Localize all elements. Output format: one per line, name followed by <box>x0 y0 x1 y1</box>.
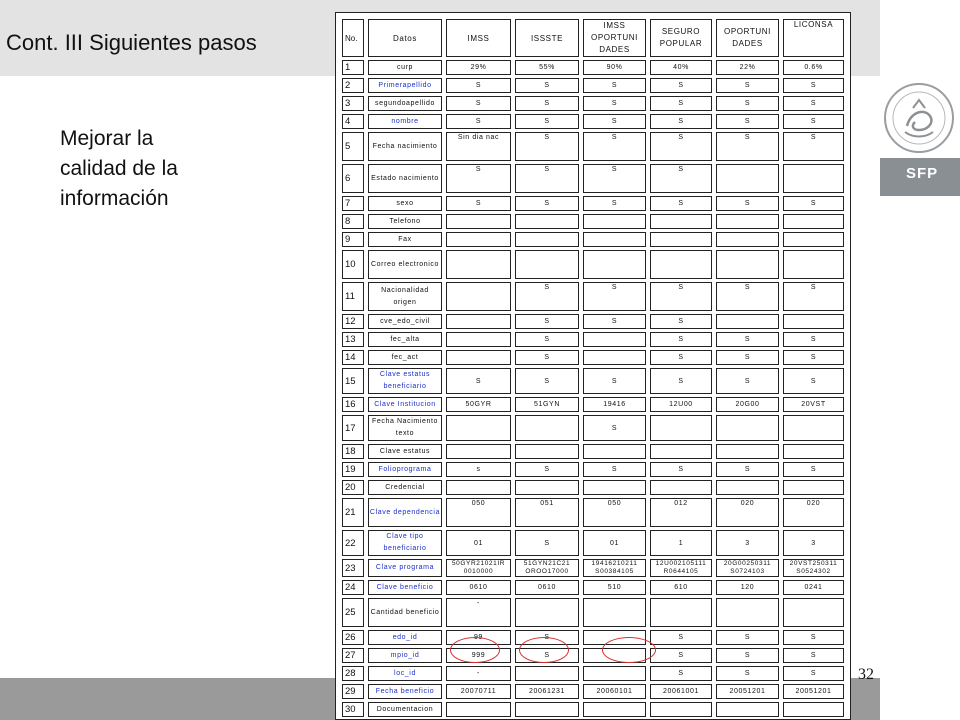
table-cell: S <box>716 78 779 93</box>
header-imss-oportunidades: IMSS OPORTUNI DADES <box>583 19 646 57</box>
row-field-name: Cantidad beneficio <box>368 598 442 627</box>
table-cell: 20G00250311 S0724103 <box>716 559 779 577</box>
table-cell <box>515 702 579 717</box>
header-oportunidades: OPORTUNI DADES <box>716 19 779 57</box>
row-field-name: segundoapellido <box>368 96 442 111</box>
header-issste: ISSSTE <box>515 19 579 57</box>
table-cell: S <box>716 332 779 347</box>
row-number: 14 <box>342 350 364 365</box>
slide-title: Cont. III Siguientes pasos <box>6 30 257 55</box>
table-cell: S <box>783 132 844 161</box>
table-cell <box>446 250 511 279</box>
table-cell: 3 <box>783 530 844 556</box>
row-number: 10 <box>342 250 364 279</box>
row-field-name: Fecha Nacimiento texto <box>368 415 442 441</box>
table-cell: S <box>716 350 779 365</box>
page-number: 32 <box>858 666 874 683</box>
row-number: 25 <box>342 598 364 627</box>
table-cell: S <box>515 282 579 311</box>
table-cell: S <box>650 96 712 111</box>
table-cell: S <box>783 332 844 347</box>
table-cell: 99 <box>446 630 511 645</box>
table-cell: 0241 <box>783 580 844 595</box>
table-cell: - <box>446 666 511 681</box>
slide-subtitle <box>60 124 300 214</box>
table-cell <box>446 415 511 441</box>
table-cell <box>650 214 712 229</box>
table-cell: S <box>583 462 646 477</box>
table-cell <box>583 214 646 229</box>
row-field-name: Clave beneficio <box>368 580 442 595</box>
table-cell: 40% <box>650 60 712 75</box>
table-cell: S <box>446 78 511 93</box>
table-cell: 22% <box>716 60 779 75</box>
table-cell: 20G00 <box>716 397 779 412</box>
header-no: No. <box>342 19 364 57</box>
table-cell: S <box>650 630 712 645</box>
table-cell: S <box>446 164 511 193</box>
table-cell: 20051201 <box>716 684 779 699</box>
table-cell <box>446 702 511 717</box>
table-cell <box>783 250 844 279</box>
table-cell <box>515 214 579 229</box>
table-cell: 610 <box>650 580 712 595</box>
row-number: 21 <box>342 498 364 527</box>
table-cell: S <box>515 462 579 477</box>
table-cell: S <box>583 282 646 311</box>
row-field-name: Clave tipo beneficiario <box>368 530 442 556</box>
highlight-circle <box>602 637 656 663</box>
row-field-name: Clave programa <box>368 559 442 577</box>
table-row <box>342 702 844 717</box>
table-cell: S <box>783 282 844 311</box>
table-cell <box>650 598 712 627</box>
row-number: 30 <box>342 702 364 717</box>
row-field-name: Correo electronico <box>368 250 442 279</box>
table-row <box>342 580 844 595</box>
table-cell: S <box>783 666 844 681</box>
table-cell: 12U00 <box>650 397 712 412</box>
table-cell: S <box>650 462 712 477</box>
table-cell <box>716 598 779 627</box>
table-cell: 20061231 <box>515 684 579 699</box>
table-cell: 1 <box>650 530 712 556</box>
table-cell <box>515 480 579 495</box>
table-row <box>342 444 844 459</box>
table-cell: S <box>515 78 579 93</box>
table-cell <box>446 350 511 365</box>
table-cell: 0610 <box>515 580 579 595</box>
table-cell: S <box>515 196 579 211</box>
table-cell: 0.6% <box>783 60 844 75</box>
row-field-name: Folioprograma <box>368 462 442 477</box>
table-cell: S <box>515 96 579 111</box>
table-cell: S <box>716 132 779 161</box>
row-field-name: fec_alta <box>368 332 442 347</box>
table-cell <box>515 250 579 279</box>
row-number: 5 <box>342 132 364 161</box>
subtitle-line-2: calidad de la <box>60 157 178 180</box>
table-cell: S <box>515 648 579 663</box>
table-cell: 020 <box>716 498 779 527</box>
table-cell <box>515 444 579 459</box>
table-cell: 50GYR <box>446 397 511 412</box>
table-cell: S <box>583 132 646 161</box>
table-row <box>342 60 844 75</box>
table-cell <box>446 332 511 347</box>
table-cell: S <box>716 368 779 394</box>
table-cell <box>446 282 511 311</box>
table-row <box>342 78 844 93</box>
table-cell <box>650 415 712 441</box>
header-seguro-popular: SEGURO POPULAR <box>650 19 712 57</box>
table-row <box>342 164 844 193</box>
table-cell: S <box>650 350 712 365</box>
table-cell: 020 <box>783 498 844 527</box>
table-cell <box>716 250 779 279</box>
table-cell: S <box>583 164 646 193</box>
row-field-name: Primerapellido <box>368 78 442 93</box>
table-cell <box>783 480 844 495</box>
table-row <box>342 114 844 129</box>
row-field-name: Clave dependencia <box>368 498 442 527</box>
row-field-name: Documentacion <box>368 702 442 717</box>
table-cell: 20051201 <box>783 684 844 699</box>
table-cell: S <box>583 314 646 329</box>
table-cell: S <box>515 132 579 161</box>
table-cell: 51GYN21C21 OROO17000 <box>515 559 579 577</box>
row-field-name: Telefono <box>368 214 442 229</box>
row-field-name: Fax <box>368 232 442 247</box>
row-field-name: Nacionalidad origen <box>368 282 442 311</box>
table-cell: S <box>650 666 712 681</box>
table-row <box>342 96 844 111</box>
table-row <box>342 559 844 577</box>
table-cell: S <box>716 648 779 663</box>
sfp-logo-text: SFP <box>906 165 939 182</box>
table-cell <box>515 666 579 681</box>
row-number: 17 <box>342 415 364 441</box>
row-field-name: edo_id <box>368 630 442 645</box>
row-number: 22 <box>342 530 364 556</box>
table-cell: S <box>515 332 579 347</box>
row-number: 20 <box>342 480 364 495</box>
table-cell <box>783 598 844 627</box>
row-field-name: Credencial <box>368 480 442 495</box>
row-field-name: Estado nacimiento <box>368 164 442 193</box>
table-cell: S <box>583 196 646 211</box>
table-cell <box>716 164 779 193</box>
row-number: 7 <box>342 196 364 211</box>
header-datos: Datos <box>368 19 442 57</box>
row-number: 12 <box>342 314 364 329</box>
table-cell <box>716 444 779 459</box>
row-number: 29 <box>342 684 364 699</box>
table-cell <box>650 702 712 717</box>
table-cell <box>716 702 779 717</box>
table-cell <box>515 232 579 247</box>
table-cell: S <box>783 96 844 111</box>
table-cell: S <box>783 114 844 129</box>
row-field-name: sexo <box>368 196 442 211</box>
table-cell: S <box>446 196 511 211</box>
table-cell: S <box>650 78 712 93</box>
table-cell: S <box>783 630 844 645</box>
row-field-name: fec_act <box>368 350 442 365</box>
table-cell: S <box>716 114 779 129</box>
table-cell: S <box>515 114 579 129</box>
row-number: 2 <box>342 78 364 93</box>
table-cell: 50GYR21021IR 0010000 <box>446 559 511 577</box>
table-cell: S <box>783 368 844 394</box>
table-row <box>342 314 844 329</box>
table-cell: S <box>446 96 511 111</box>
table-cell <box>716 480 779 495</box>
row-number: 27 <box>342 648 364 663</box>
table-cell <box>783 702 844 717</box>
highlight-circle <box>519 637 569 663</box>
table-cell <box>446 314 511 329</box>
table-cell <box>650 480 712 495</box>
row-field-name: nombre <box>368 114 442 129</box>
table-cell: S <box>515 314 579 329</box>
table-row <box>342 480 844 495</box>
table-cell: 120 <box>716 580 779 595</box>
row-number: 1 <box>342 60 364 75</box>
table-cell <box>783 232 844 247</box>
table-cell: S <box>650 132 712 161</box>
table-cell: Sin dia nac <box>446 132 511 161</box>
table-row <box>342 332 844 347</box>
table-cell: 999 <box>446 648 511 663</box>
table-cell <box>583 250 646 279</box>
row-number: 8 <box>342 214 364 229</box>
row-field-name: Clave estatus <box>368 444 442 459</box>
table-cell: 012 <box>650 498 712 527</box>
table-row <box>342 196 844 211</box>
table-row <box>342 684 844 699</box>
table-cell <box>583 444 646 459</box>
row-number: 3 <box>342 96 364 111</box>
table-row <box>342 666 844 681</box>
table-row <box>342 498 844 527</box>
header-liconsa: LICONSA <box>783 19 844 57</box>
table-row <box>342 368 844 394</box>
table-cell <box>583 232 646 247</box>
table-cell: 12U002105111 R0644105 <box>650 559 712 577</box>
table-cell: S <box>716 96 779 111</box>
row-number: 26 <box>342 630 364 645</box>
table-cell: 90% <box>583 60 646 75</box>
table-cell: S <box>515 530 579 556</box>
table-cell: 20VST250311 S0524302 <box>783 559 844 577</box>
table-cell <box>783 415 844 441</box>
table-cell: S <box>783 78 844 93</box>
table-cell: S <box>515 164 579 193</box>
table-cell <box>446 444 511 459</box>
highlight-circle <box>450 637 500 663</box>
table-row <box>342 132 844 161</box>
table-cell: S <box>650 282 712 311</box>
table-cell: 3 <box>716 530 779 556</box>
table-cell <box>446 232 511 247</box>
table-cell: 01 <box>583 530 646 556</box>
table-cell <box>783 214 844 229</box>
row-field-name: Clave Institucion <box>368 397 442 412</box>
table-cell <box>650 250 712 279</box>
table-cell <box>783 314 844 329</box>
table-row <box>342 250 844 279</box>
header-imss: IMSS <box>446 19 511 57</box>
table-cell: S <box>716 630 779 645</box>
table-cell <box>583 350 646 365</box>
table-cell: S <box>446 114 511 129</box>
table-cell: S <box>650 164 712 193</box>
table-cell: S <box>583 78 646 93</box>
table-cell: S <box>583 415 646 441</box>
row-number: 9 <box>342 232 364 247</box>
row-number: 13 <box>342 332 364 347</box>
table-cell: - <box>446 598 511 627</box>
row-field-name: Fecha beneficio <box>368 684 442 699</box>
table-cell <box>650 232 712 247</box>
table-cell: 20060101 <box>583 684 646 699</box>
table-cell <box>446 214 511 229</box>
table-cell: 050 <box>446 498 511 527</box>
table-row <box>342 648 844 663</box>
table-cell: 55% <box>515 60 579 75</box>
table-cell: 20061001 <box>650 684 712 699</box>
table-cell: S <box>716 282 779 311</box>
table-cell: 510 <box>583 580 646 595</box>
row-number: 23 <box>342 559 364 577</box>
table-cell: S <box>650 332 712 347</box>
table-cell: 20VST <box>783 397 844 412</box>
row-field-name: loc_id <box>368 666 442 681</box>
table-row <box>342 282 844 311</box>
table-row <box>342 214 844 229</box>
table-row <box>342 630 844 645</box>
table-row <box>342 598 844 627</box>
table-cell: S <box>650 314 712 329</box>
table-row <box>342 232 844 247</box>
row-number: 16 <box>342 397 364 412</box>
row-field-name: Fecha nacimiento <box>368 132 442 161</box>
table-cell: S <box>583 368 646 394</box>
table-cell: 01 <box>446 530 511 556</box>
row-field-name: mpio_id <box>368 648 442 663</box>
table-row <box>342 350 844 365</box>
row-number: 15 <box>342 368 364 394</box>
table-cell: 051 <box>515 498 579 527</box>
subtitle-line-1: Mejorar la <box>60 127 154 150</box>
data-quality-table <box>338 16 848 720</box>
table-cell <box>583 702 646 717</box>
table-cell: S <box>783 196 844 211</box>
table-cell: 51GYN <box>515 397 579 412</box>
row-number: 4 <box>342 114 364 129</box>
row-number: 28 <box>342 666 364 681</box>
table-cell: 19416210211 S00384105 <box>583 559 646 577</box>
table-cell <box>650 444 712 459</box>
table-cell <box>716 415 779 441</box>
table-cell: S <box>716 462 779 477</box>
table-cell <box>783 164 844 193</box>
table-row <box>342 397 844 412</box>
table-cell: S <box>716 196 779 211</box>
row-number: 18 <box>342 444 364 459</box>
table-row <box>342 530 844 556</box>
table-cell <box>716 232 779 247</box>
table-header-row <box>342 19 844 57</box>
table-cell: S <box>783 648 844 663</box>
table-row <box>342 462 844 477</box>
table-cell: 29% <box>446 60 511 75</box>
table-cell <box>716 314 779 329</box>
row-field-name: curp <box>368 60 442 75</box>
table-cell <box>583 598 646 627</box>
table-cell: S <box>783 350 844 365</box>
table-cell <box>515 598 579 627</box>
table-cell <box>515 415 579 441</box>
table-cell: S <box>515 368 579 394</box>
mexico-seal-icon <box>881 80 957 156</box>
table-cell: 050 <box>583 498 646 527</box>
row-number: 11 <box>342 282 364 311</box>
table-cell: 0610 <box>446 580 511 595</box>
table-cell: S <box>515 630 579 645</box>
subtitle-line-3: información <box>60 187 169 210</box>
table-cell: S <box>650 648 712 663</box>
table-cell: S <box>650 368 712 394</box>
row-field-name: cve_edo_civil <box>368 314 442 329</box>
table-cell: S <box>650 114 712 129</box>
table-cell <box>446 480 511 495</box>
table-cell <box>783 444 844 459</box>
table-cell <box>716 214 779 229</box>
table-cell: S <box>783 462 844 477</box>
row-number: 19 <box>342 462 364 477</box>
table-cell <box>583 666 646 681</box>
table-row <box>342 415 844 441</box>
table-cell: S <box>583 96 646 111</box>
table-cell: S <box>446 368 511 394</box>
row-number: 6 <box>342 164 364 193</box>
table-cell: 19416 <box>583 397 646 412</box>
row-field-name: Clave estatus beneficiario <box>368 368 442 394</box>
table-cell <box>583 480 646 495</box>
table-cell: 20070711 <box>446 684 511 699</box>
table-cell <box>583 332 646 347</box>
table-cell: S <box>716 666 779 681</box>
table-cell: S <box>515 350 579 365</box>
table-cell: S <box>583 114 646 129</box>
row-number: 24 <box>342 580 364 595</box>
table-cell: S <box>650 196 712 211</box>
table-cell: s <box>446 462 511 477</box>
